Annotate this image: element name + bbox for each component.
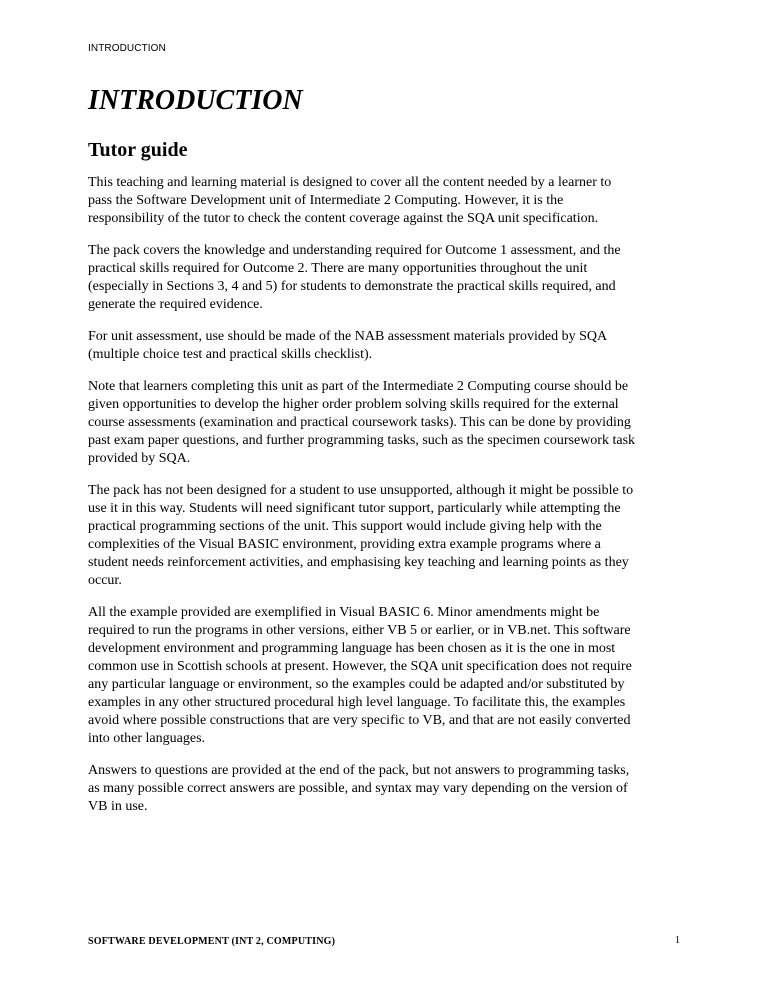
paragraph-line: (especially in Sections 3, 4 and 5) for students to demonstrate the practical skills required, and: [88, 279, 616, 294]
section-heading: Tutor guide: [88, 139, 188, 161]
body-paragraph: [88, 378, 688, 468]
body-paragraph: [88, 328, 688, 364]
paragraph-line: (multiple choice test and practical skills checklist).: [88, 347, 373, 362]
paragraph-line: provided by SQA.: [88, 451, 191, 466]
paragraph-line: The pack covers the knowledge and understanding required for Outcome 1 assessment, and the: [88, 243, 621, 258]
paragraph-line: responsibility of the tutor to check the content coverage against the SQA unit specification.: [88, 211, 599, 226]
paragraph-line: This teaching and learning material is designed to cover all the content needed by a learner to: [88, 175, 612, 190]
paragraph-line: All the example provided are exemplified in Visual BASIC 6. Minor amendments might be: [88, 605, 600, 620]
page-number: 1: [675, 935, 680, 946]
body-paragraph: [88, 604, 688, 748]
paragraph-line: avoid where possible constructions that are very specific to VB, and that are not easily converted: [88, 713, 631, 728]
paragraph-line: required to run the programs in other versions, either VB 5 or earlier, or in VB.net. This software: [88, 623, 631, 638]
paragraph-line: For unit assessment, use should be made of the NAB assessment materials provided by SQA: [88, 329, 608, 344]
paragraph-line: practical programming sections of the unit. This support would include giving help with the: [88, 519, 602, 534]
paragraph-line: occur.: [88, 573, 122, 588]
paragraph-line: common use in Scottish schools at present. However, the SQA unit specification does not require: [88, 659, 632, 674]
paragraph-line: pass the Software Development unit of Intermediate 2 Computing. However, it is the: [88, 193, 564, 208]
body-paragraph: [88, 482, 688, 590]
paragraph-line: Answers to questions are provided at the end of the pack, but not answers to programming tasks,: [88, 763, 630, 778]
running-header: INTRODUCTION: [88, 43, 166, 54]
paragraph-line: course assessments (examination and practical coursework tasks). This can be done by providing: [88, 415, 631, 430]
paragraph-line: any particular language or environment, so the examples could be adapted and/or substituted by: [88, 677, 625, 692]
body-paragraph: [88, 174, 688, 228]
body-paragraph: [88, 762, 688, 816]
page-body: [88, 84, 688, 816]
paragraph-list: [88, 174, 688, 816]
paragraph-line: development environment and programming language has been chosen as it is the one in most: [88, 641, 616, 656]
paragraph-line: into other languages.: [88, 731, 206, 746]
paragraph-line: VB in use.: [88, 799, 148, 814]
running-footer: SOFTWARE DEVELOPMENT (INT 2, COMPUTING): [88, 936, 336, 947]
paragraph-line: given opportunities to develop the higher order problem solving skills required for the external: [88, 397, 619, 412]
paragraph-line: student needs reinforcement activities, and emphasising key teaching and learning points as they: [88, 555, 629, 570]
paragraph-line: The pack has not been designed for a student to use unsupported, although it might be possible to: [88, 483, 634, 498]
paragraph-line: Note that learners completing this unit as part of the Intermediate 2 Computing course should be: [88, 379, 629, 394]
body-paragraph: [88, 242, 688, 314]
paragraph-line: complexities of the Visual BASIC environment, providing extra example programs where a: [88, 537, 601, 552]
page-title: INTRODUCTION: [88, 85, 303, 116]
paragraph-line: practical skills required for Outcome 2. There are many opportunities throughout the unit: [88, 261, 588, 276]
paragraph-line: use it in this way. Students will need significant tutor support, particularly while attempting the: [88, 501, 621, 516]
paragraph-line: past exam paper questions, and further programming tasks, such as the specimen coursework task: [88, 433, 636, 448]
paragraph-line: generate the required evidence.: [88, 297, 263, 312]
paragraph-line: examples in any other structured procedural high level language. To facilitate this, the examples: [88, 695, 626, 710]
paragraph-line: as many possible correct answers are possible, and syntax may vary depending on the version of: [88, 781, 628, 796]
